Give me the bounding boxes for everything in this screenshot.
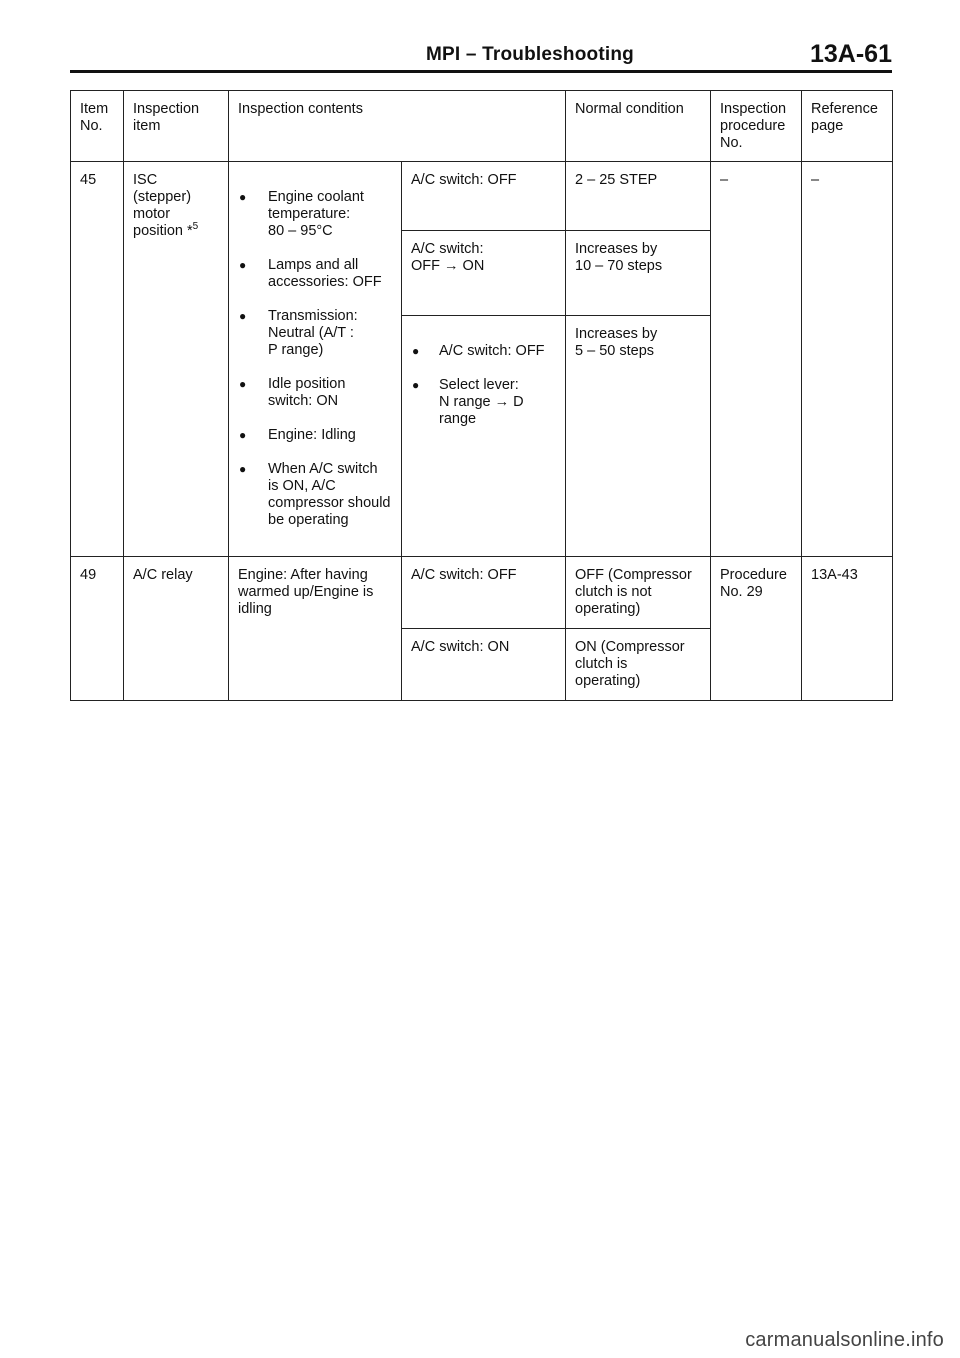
sub-condition-list (411, 326, 565, 445)
list-item: ● Engine coolant temperature: 80 – 95°C (238, 189, 401, 240)
list-item: ● Transmission: Neutral (A/T : P range) (238, 308, 401, 359)
col-header-inspection-item: Inspection item (124, 91, 229, 162)
list-item: ● A/C switch: OFF (411, 343, 565, 360)
procedure-no-cell: – (711, 162, 802, 557)
sub-condition-cell: A/C switch: OFF → ON (402, 231, 566, 316)
list-item: ● Idle position switch: ON (238, 376, 401, 410)
table-header-row (71, 91, 893, 162)
list-item: ● Lamps and all accessories: OFF (238, 257, 401, 291)
inspection-item-text: ISC (stepper) motor position * (133, 172, 193, 239)
inspection-conditions-cell (229, 162, 402, 557)
item-no-cell: 49 (71, 557, 124, 701)
normal-condition-cell: ON (Compressor clutch is operating) (566, 629, 711, 701)
condition-list (238, 172, 401, 546)
watermark-text: carmanualsonline.info (745, 1329, 944, 1351)
footnote-marker: 5 (192, 221, 199, 233)
inspection-item-cell: A/C relay (124, 557, 229, 701)
reference-page-cell: – (802, 162, 893, 557)
page-header (70, 40, 892, 70)
col-header-reference-page: Reference page (802, 91, 893, 162)
inspection-conditions-cell: Engine: After having warmed up/Engine is idling (229, 557, 402, 701)
item-no-cell: 45 (71, 162, 124, 557)
inspection-item-cell (124, 162, 229, 557)
page-number: 13A-61 (810, 40, 892, 68)
list-item: ● When A/C switch is ON, A/C compressor should be operating (238, 461, 401, 529)
sub-condition-cell: A/C switch: OFF (402, 557, 566, 629)
normal-condition-cell: Increases by 10 – 70 steps (566, 231, 711, 316)
sub-condition-cell: A/C switch: OFF (402, 162, 566, 231)
sub-condition-cell (402, 316, 566, 557)
table-row (71, 557, 893, 629)
reference-page-cell: 13A-43 (802, 557, 893, 701)
col-header-inspection-contents: Inspection contents (229, 91, 566, 162)
procedure-no-cell: Procedure No. 29 (711, 557, 802, 701)
table-row (71, 162, 893, 231)
sub-condition-cell: A/C switch: ON (402, 629, 566, 701)
normal-condition-cell: Increases by 5 – 50 steps (566, 316, 711, 557)
normal-condition-cell: 2 – 25 STEP (566, 162, 711, 231)
list-item: ● Select lever: N range → D range (411, 377, 565, 428)
inspection-table (70, 90, 893, 701)
header-rule (70, 70, 892, 73)
list-item: ● Engine: Idling (238, 427, 401, 444)
col-header-normal-condition: Normal condition (566, 91, 711, 162)
page-title: MPI – Troubleshooting (426, 44, 634, 65)
normal-condition-cell: OFF (Compressor clutch is not operating) (566, 557, 711, 629)
col-header-item-no: Item No. (71, 91, 124, 162)
col-header-procedure-no: Inspection procedure No. (711, 91, 802, 162)
